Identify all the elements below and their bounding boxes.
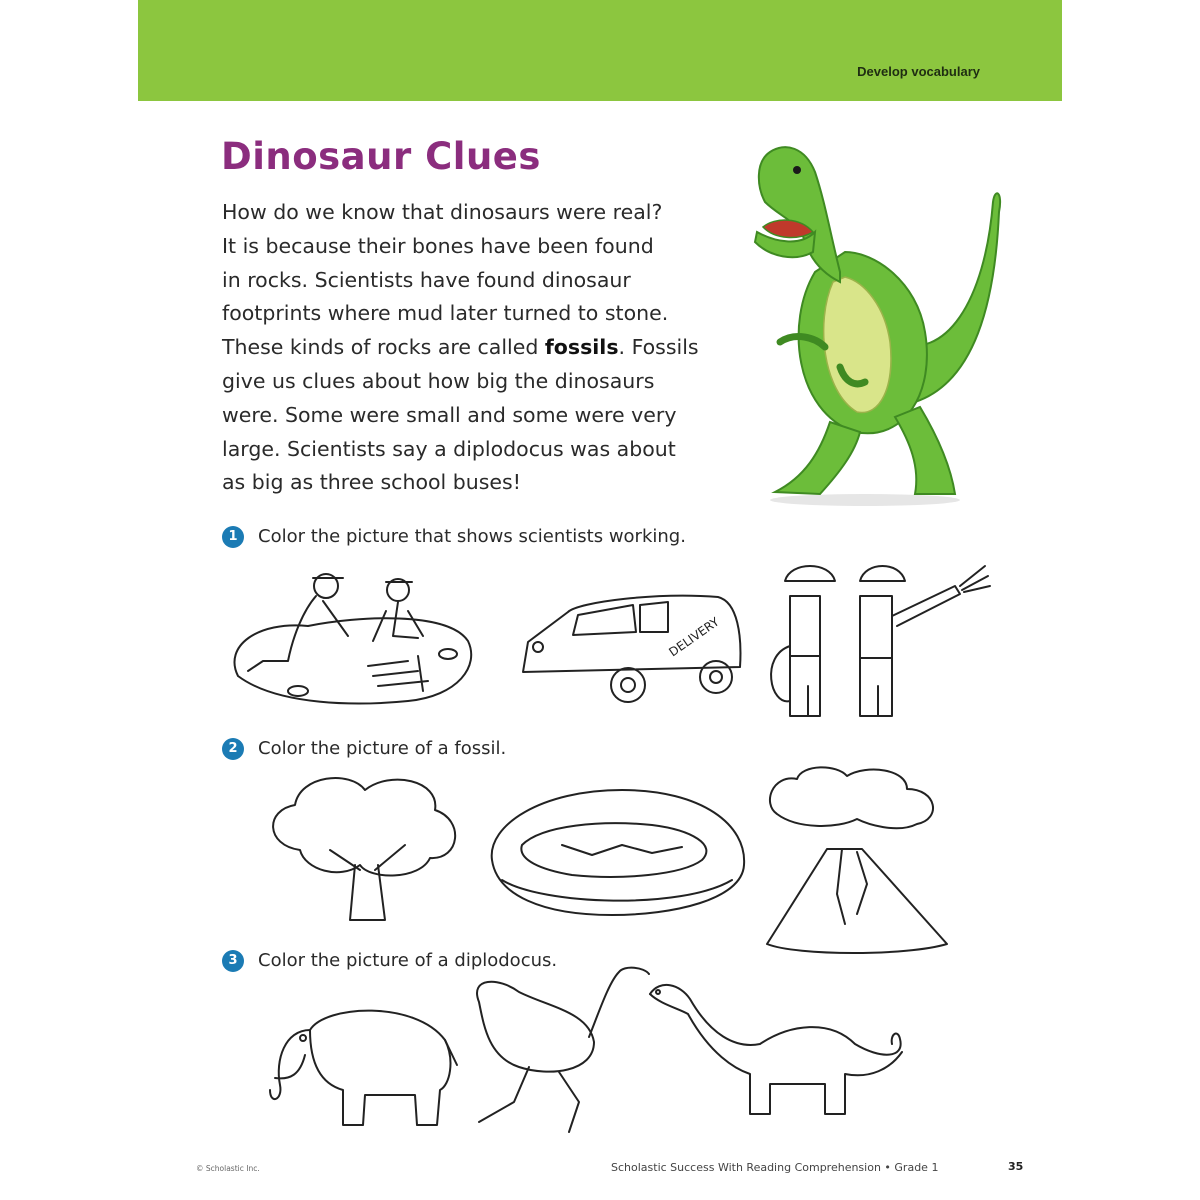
- delivery-label: DELIVERY: [666, 614, 722, 660]
- question-text: Color the picture that shows scientists working.: [258, 526, 686, 547]
- ostrich-picture[interactable]: [459, 962, 651, 1134]
- section-label: Develop vocabulary: [857, 64, 980, 79]
- passage-line: It is because their bones have been found: [222, 233, 654, 258]
- scientists-digging-picture[interactable]: [218, 566, 480, 712]
- volcano-picture[interactable]: [757, 764, 953, 960]
- header-bar: [138, 0, 1062, 101]
- passage-line: as big as three school buses!: [222, 470, 521, 495]
- question-2: [222, 738, 506, 760]
- question-1: [222, 526, 686, 548]
- elephant-picture[interactable]: [265, 1000, 461, 1130]
- passage-text: . Fossils: [618, 335, 699, 360]
- passage-line: footprints where mud later turned to stone.: [222, 301, 669, 326]
- diplodocus-picture[interactable]: [640, 974, 910, 1120]
- vocab-word-fossils: fossils: [544, 335, 619, 360]
- page-number: 35: [1008, 1160, 1024, 1173]
- passage-line: How do we know that dinosaurs were real?: [222, 200, 663, 224]
- book-title-footer: Scholastic Success With Reading Comprehension • Grade 1: [611, 1161, 939, 1174]
- question-number-badge: 1: [222, 526, 244, 548]
- page-title: Dinosaur Clues: [221, 135, 541, 178]
- fossil-rock-picture[interactable]: [482, 785, 752, 921]
- passage-text: These kinds of rocks are called: [222, 335, 545, 360]
- passage-line: [222, 331, 742, 365]
- question-text: Color the picture of a fossil.: [258, 738, 507, 759]
- t-rex-illustration: [745, 132, 1025, 512]
- copyright: © Scholastic Inc.: [196, 1164, 260, 1173]
- reading-passage: [222, 196, 742, 500]
- passage-line: were. Some were small and some were very: [222, 402, 677, 427]
- passage-line: in rocks. Scientists have found dinosaur: [222, 267, 631, 292]
- tree-picture[interactable]: [260, 770, 470, 926]
- question-number-badge: 3: [222, 950, 244, 972]
- passage-line: large. Scientists say a diplodocus was about: [222, 436, 676, 461]
- passage-line: give us clues about how big the dinosaurs: [222, 368, 655, 393]
- delivery-van-picture[interactable]: [518, 577, 744, 707]
- question-text: Color the picture of a diplodocus.: [258, 950, 558, 971]
- question-number-badge: 2: [222, 738, 244, 760]
- firefighters-picture[interactable]: [760, 556, 992, 724]
